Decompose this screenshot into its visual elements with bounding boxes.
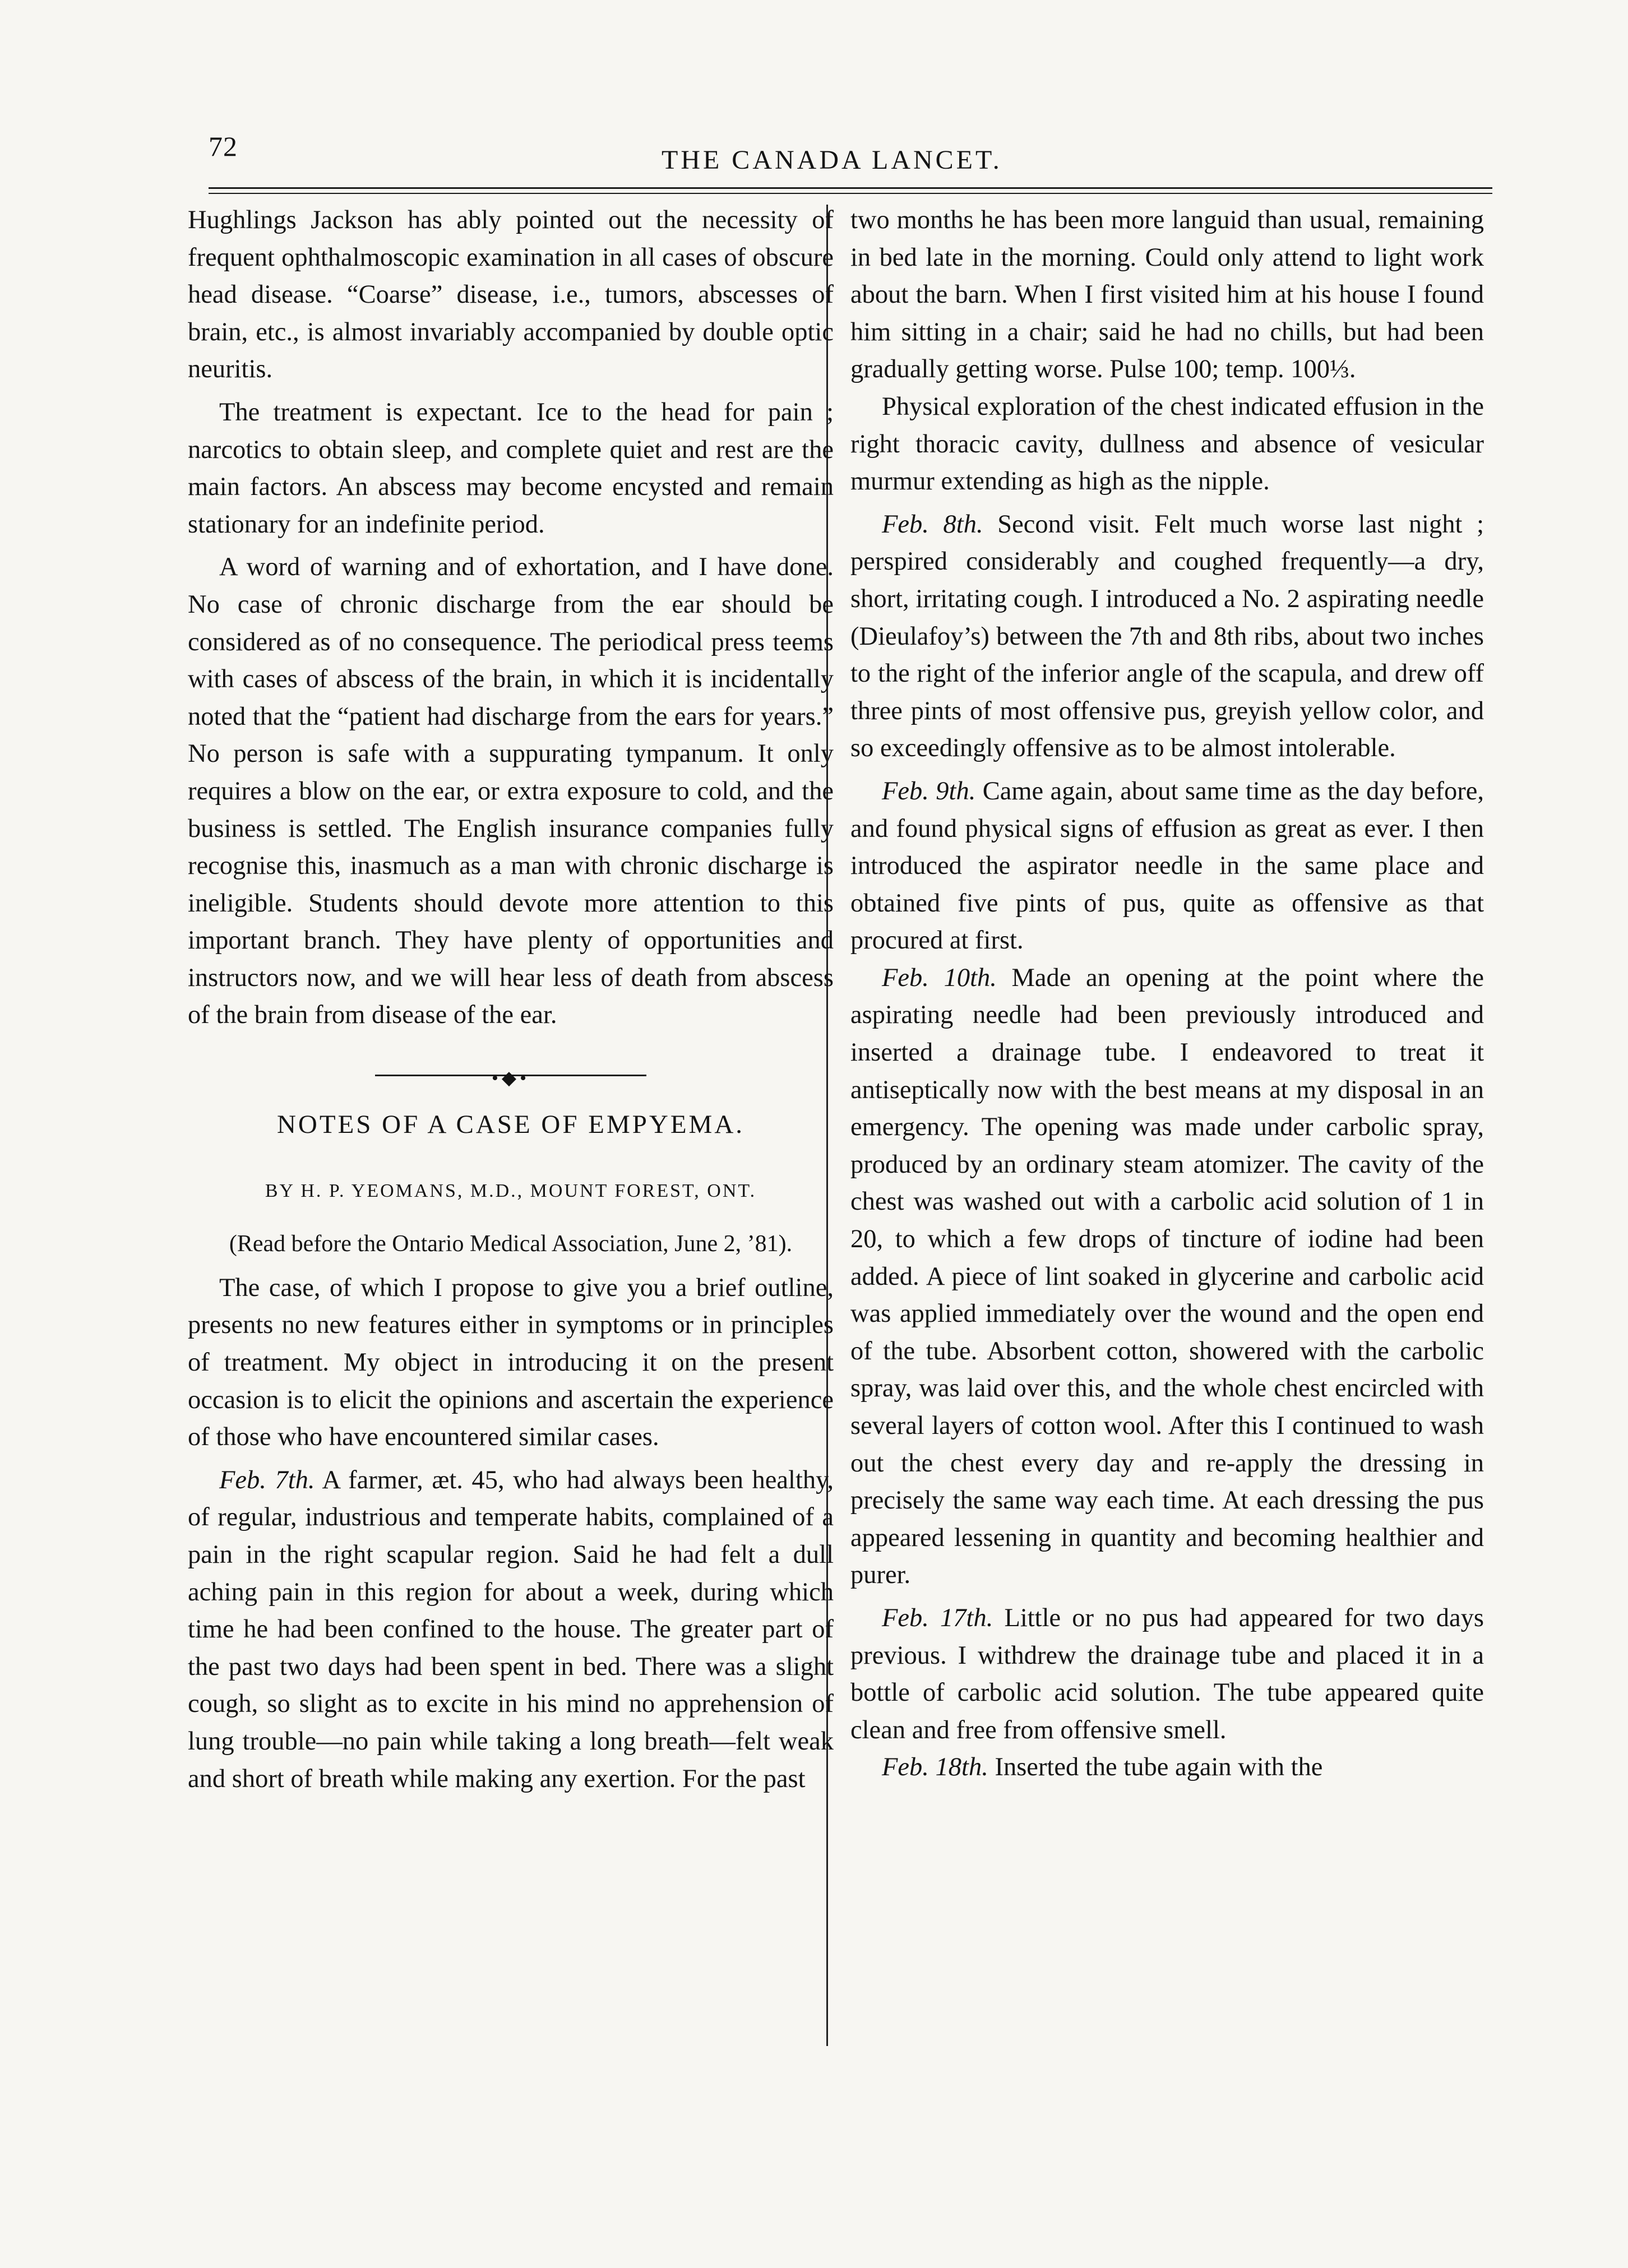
- paragraph: Hughlings Jackson has ably pointed out the necessity of frequent ophthalmoscopic examination in all cases of obscure head disease. “Coarse” disease, i.e., tumors, abscesses of brain, etc., is almost invariably accompanied by double optic neuritis.: [188, 206, 834, 384]
- entry-date: Feb. 18th.: [882, 1753, 988, 1782]
- paragraph: Feb. 7th. A farmer, æt. 45, who had always been healthy, of regular, industrious and temperate habits, complained of a pain in the right scapular region. Said he had felt a dull aching pain in this region for about a week, during which time he had been confined to the house. The greater part of the past two days had been spent in bed. There was a slight cough, so slight as to excite in his mind no apprehension of lung trouble—no pain while taking a long breath—felt weak and short of breath while making any exertion. For the past: [188, 1465, 834, 1793]
- entry-date: Feb. 7th.: [219, 1465, 315, 1494]
- running-head: THE CANADA LANCET.: [662, 145, 1002, 175]
- article-title: NOTES OF A CASE OF EMPYEMA.: [276, 1110, 745, 1140]
- header-rule-thin: [209, 193, 1492, 194]
- paragraph: The treatment is expectant. Ice to the head for pain ; narcotics to obtain sleep, and complete quiet and rest are the main factors. An abscess may become encysted and remain stationary for an indefinite period.: [188, 397, 834, 539]
- paragraph: Feb. 10th. Made an opening at the point where the aspirating needle had been previously introduced and inserted a drainage tube. I endeavored to treat it antiseptically now with the best means at my disposal in an emergency. The opening was made under carbolic spray, produced by an ordinary steam atomizer. The cavity of the chest was washed out with a carbolic acid solution of 1 in 20, to which a few drops of tincture of iodine had been added. A piece of lint soaked in glycerine and carbolic acid was applied immediately over the wound and the open end of the tube. Absorbent cotton, showered with the carbolic spray, was laid over this, and the whole chest encircled with several layers of cotton wool. After this I continued to wash out the chest every day and re-apply the dressing in precisely the same way each time. At each dressing the pus appeared lessening in quantity and becoming healthier and purer.: [850, 963, 1484, 1590]
- header-rule: [209, 187, 1492, 189]
- entry-date: Feb. 17th.: [882, 1603, 993, 1632]
- right-column: [850, 202, 1484, 1786]
- paragraph: Feb. 18th. Inserted the tube again with the: [882, 1753, 1323, 1782]
- paragraph: Feb. 8th. Second visit. Felt much worse last night ; perspired considerably and coughed frequently—a dry, short, irritating cough. I introduced a No. 2 aspirating needle (Dieulafoy’s) between the 7th and 8th ribs, about two inches to the right of the inferior angle of the scapula, and drew off three pints of most offensive pus, greyish yellow color, and so exceedingly offensive as to be almost intolerable.: [850, 510, 1484, 763]
- entry-date: Feb. 9th.: [882, 776, 976, 806]
- paragraph: two months he has been more languid than usual, remaining in bed late in the morning. Could only attend to light work about the barn. When I first visited him at his house I found him sitting in a chair; said he had no chills, but had been gradually getting worse. Pulse 100; temp. 100⅓.: [850, 206, 1484, 384]
- section-ornament: •◆•: [375, 1067, 646, 1084]
- paragraph: Physical exploration of the chest indicated effusion in the right thoracic cavity, dullness and absence of vesicular murmur extending as high as the nipple.: [850, 392, 1484, 496]
- paragraph: Feb. 17th. Little or no pus had appeared for two days previous. I withdrew the drainage tube and placed it in a bottle of carbolic acid solution. The tube appeared quite clean and free from offensive smell.: [850, 1603, 1484, 1744]
- page-number: 72: [209, 131, 238, 162]
- read-note: (Read before the Ontario Medical Association, June 2, ’81).: [229, 1231, 793, 1257]
- article-byline: BY H. P. YEOMANS, M.D., MOUNT FOREST, ONT.: [265, 1180, 757, 1201]
- paragraph: Feb. 9th. Came again, about same time as the day before, and found physical signs of effusion as great as ever. I then introduced the aspirator needle in the same place and obtained five pints of pus, quite as offensive as that procured at first.: [850, 776, 1484, 955]
- paragraph: The case, of which I propose to give you a brief outline, presents no new features either in symptoms or in principles of treatment. My object in introducing it on the present occasion is to elicit the opinions and ascertain the experience of those who have encountered similar cases.: [188, 1273, 834, 1452]
- entry-date: Feb. 10th.: [882, 963, 997, 992]
- left-column: [188, 202, 834, 1798]
- paragraph: A word of warning and of exhortation, and I have done. No case of chronic discharge from the ear should be considered as of no consequence. The periodical press teems with cases of abscess of the brain, in which it is incidentally noted that the “patient had discharge from the ears for years.” No person is safe with a suppurating tympanum. It only requires a blow on the ear, or extra exposure to cold, and the business is settled. The English insurance companies fully recognise this, inasmuch as a man with chronic discharge is ineligible. Students should devote more attention to this important branch. They have plenty of opportunities and instructors now, and we will hear less of death from abscess of the brain from disease of the ear.: [188, 553, 834, 1030]
- entry-date: Feb. 8th.: [882, 510, 983, 539]
